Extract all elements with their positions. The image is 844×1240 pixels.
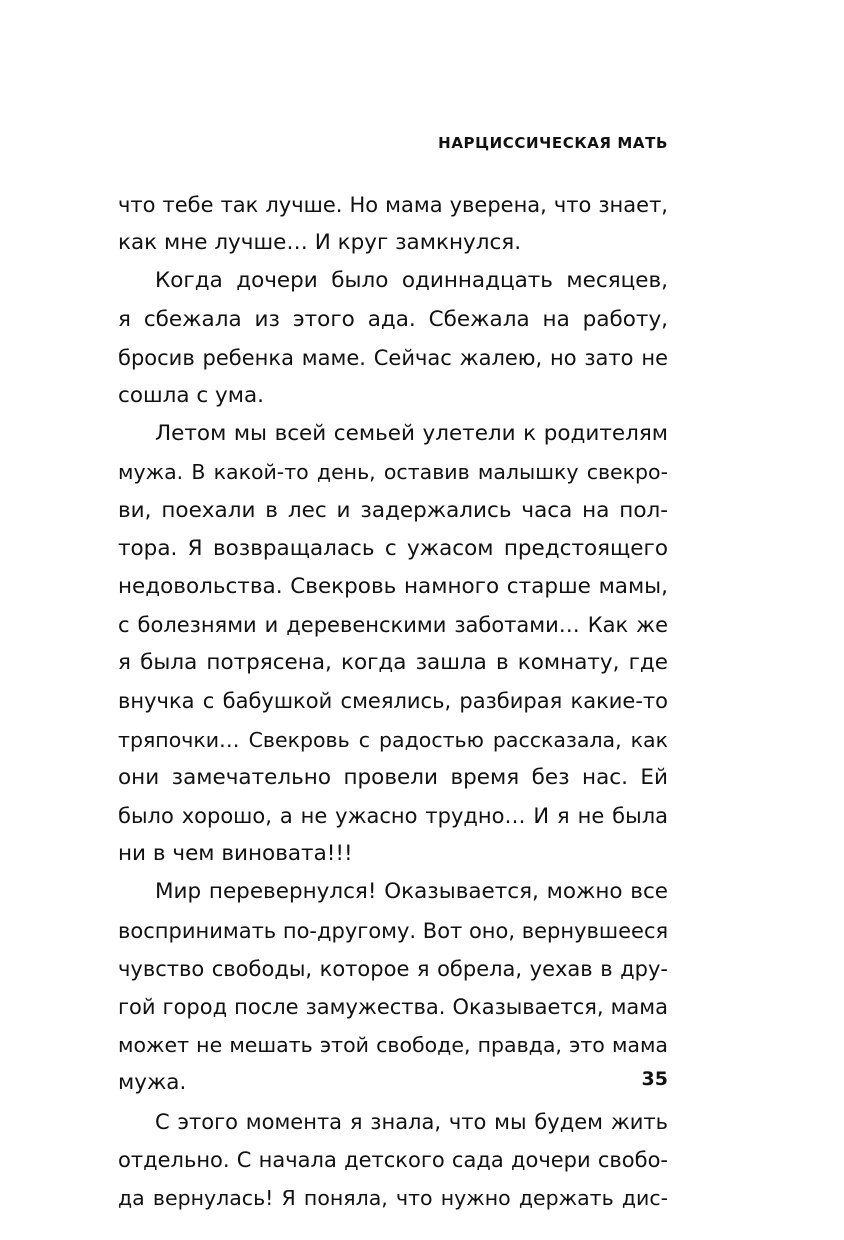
text-line: тора. Я возвращалась с ужасом предстоящего (118, 535, 668, 561)
text-line: ни в чем виновата!!! (118, 841, 353, 867)
page-number: 35 (641, 1068, 668, 1090)
text-line: что тебе так лучше. Но мама уверена, что знает, (118, 193, 668, 217)
text-line: ви, поехали в лес и задержались часа на пол- (118, 497, 668, 523)
text-line: отдельно. С начала детского сада дочери свобо- (118, 1147, 668, 1172)
text-line: я была потрясена, когда зашла в комнату, где (118, 650, 668, 676)
text-line: недовольства. Свекровь намного старше мамы, (118, 573, 668, 599)
text-line: может не мешать этой свободе, правда, это мама (118, 1033, 668, 1058)
text-line: С этого момента я знала, что мы будем жить (155, 1109, 668, 1134)
text-line: воспринимать по-другому. Вот оно, вернувшееся (118, 918, 669, 943)
body-text (118, 186, 668, 1217)
text-line: было хорошо, а не ужасно трудно… И я не была (118, 804, 668, 828)
text-line: да вернулась! Я поняла, что нужно держать дис- (118, 1185, 668, 1210)
text-line: бросив ребенка маме. Сейчас жалею, но зато не (118, 345, 668, 370)
text-line: как мне лучше… И круг замкнулся. (118, 230, 522, 256)
text-line: Мир перевернулся! Оказывается, можно все (155, 879, 668, 905)
text-line: гой город после замужества. Оказывается, мама (118, 994, 668, 1019)
text-line: мужа. (118, 1070, 187, 1096)
running-head: НАРЦИССИЧЕСКАЯ МАТЬ (438, 134, 668, 152)
text-line: сошла с ума. (118, 382, 265, 408)
text-line: я сбежала из этого ада. Сбежала на работу, (118, 306, 668, 332)
text-line: мужа. В какой-то день, оставив малышку свекро- (118, 460, 668, 485)
text-line: тряпочки… Свекровь с радостью рассказала, как (118, 727, 668, 752)
text-line: они замечательно провели время без нас. Ей (118, 764, 668, 790)
text-line: с болезнями и деревенскими заботами… Как же (118, 613, 668, 638)
text-line: Когда дочери было одиннадцать месяцев, (155, 268, 668, 294)
text-line: чувство свободы, которое я обрела, уехав в дру- (118, 956, 668, 981)
text-line: Летом мы всей семьей улетели к родителям (155, 421, 668, 447)
text-line: внучка с бабушкой смеялись, разбирая какие-то (118, 689, 668, 714)
